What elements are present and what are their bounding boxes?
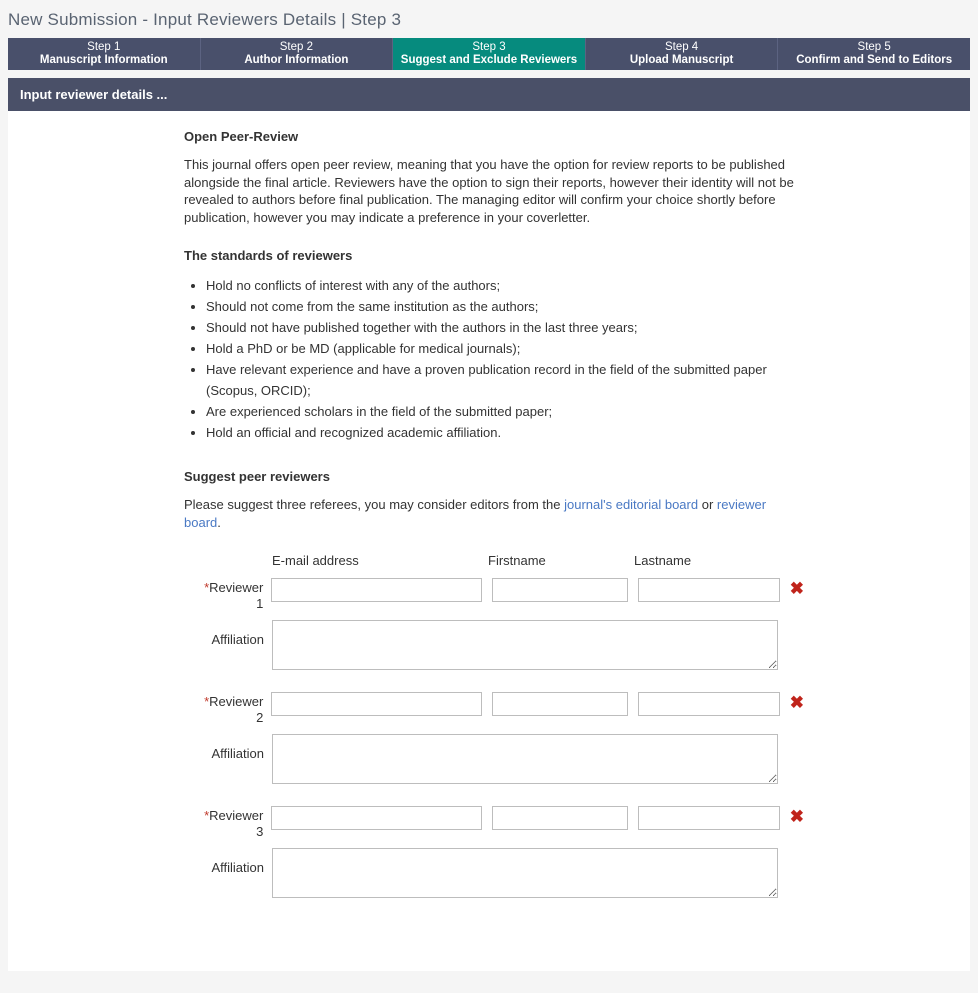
reviewer-3-label	[184, 806, 271, 840]
reviewer-1-label	[184, 578, 271, 612]
reviewer-2-affiliation-label: Affiliation	[211, 746, 264, 761]
list-item: • Hold no conflicts of interest with any of the authors;	[206, 275, 804, 296]
step-number: Step 3	[472, 41, 506, 53]
reviewer-3-affiliation-input[interactable]	[272, 848, 778, 898]
list-item: • Have relevant experience and have a proven publication record in the field of the submitted paper (Scopus, ORCID);	[206, 359, 804, 401]
section-header-bar: Input reviewer details ...	[8, 78, 970, 111]
remove-reviewer-2-icon[interactable]: ✖	[789, 693, 804, 712]
suggest-reviewers-intro	[184, 496, 784, 531]
reviewer-number: 2	[256, 710, 264, 725]
reviewer-1-firstname-input[interactable]	[492, 578, 628, 602]
reviewer-label-text: Reviewer	[209, 694, 264, 709]
content-column	[184, 129, 804, 898]
stepper-step-5[interactable]	[778, 38, 970, 70]
required-marker: *	[204, 580, 210, 595]
reviewer-label-text: Reviewer	[209, 808, 264, 823]
reviewer-3-firstname-input[interactable]	[492, 806, 628, 830]
column-header-email: E-mail address	[272, 553, 359, 568]
standards-heading: The standards of reviewers	[184, 248, 353, 263]
editorial-board-link[interactable]: journal's editorial board	[564, 497, 699, 512]
column-header-firstname: Firstname	[488, 553, 546, 568]
reviewer-board-link[interactable]: reviewer board	[184, 497, 767, 530]
intro-text-after: .	[217, 514, 221, 530]
list-item: • Should not come from the same institution as the authors;	[206, 296, 804, 317]
reviewer-number: 1	[256, 596, 264, 611]
reviewer-2-label	[184, 692, 271, 726]
content-panel	[8, 111, 970, 971]
list-item: • Hold a PhD or be MD (applicable for medical journals);	[206, 338, 804, 359]
step-number: Step 2	[279, 41, 314, 53]
step-number: Step 4	[664, 41, 699, 53]
reviewer-row-2	[184, 692, 804, 726]
reviewer-label-text: Reviewer	[209, 580, 264, 595]
reviewer-1-affiliation-label: Affiliation	[211, 632, 264, 647]
standards-list	[184, 275, 804, 443]
reviewer-2-affiliation-row	[184, 734, 804, 784]
reviewer-1-affiliation-input[interactable]	[272, 620, 778, 670]
stepper-step-3[interactable]	[393, 38, 586, 70]
step-number: Step 1	[87, 41, 121, 53]
page-title: New Submission - Input Reviewers Details | Step 3	[8, 10, 402, 29]
reviewer-3-lastname-input[interactable]	[638, 806, 780, 830]
suggest-reviewers-heading: Suggest peer reviewers	[184, 469, 330, 484]
stepper-step-4[interactable]	[586, 38, 779, 70]
reviewer-row-1	[184, 578, 804, 612]
reviewer-2-email-input[interactable]	[271, 692, 481, 716]
submission-stepper	[8, 38, 970, 70]
intro-text-before: Please suggest three referees, you may consider editors from the	[184, 497, 565, 512]
reviewer-3-affiliation-row	[184, 848, 804, 898]
remove-reviewer-3-icon[interactable]: ✖	[789, 807, 804, 826]
reviewer-2-affiliation-input[interactable]	[272, 734, 778, 784]
reviewer-3-affiliation-label: Affiliation	[211, 860, 264, 875]
stepper-step-2[interactable]	[201, 38, 394, 70]
step-label: Manuscript Information	[39, 54, 168, 66]
list-item: • Hold an official and recognized academic affiliation.	[206, 422, 804, 443]
reviewer-column-headers	[272, 553, 804, 568]
reviewer-3-email-input[interactable]	[271, 806, 481, 830]
reviewer-2-firstname-input[interactable]	[492, 692, 628, 716]
step-number: Step 5	[857, 41, 891, 53]
stepper-step-1[interactable]	[8, 38, 201, 70]
intro-text-middle: or	[698, 497, 717, 512]
step-label: Confirm and Send to Editors	[796, 54, 953, 66]
reviewer-1-affiliation-row	[184, 620, 804, 670]
reviewer-number: 3	[256, 824, 264, 839]
list-item: • Are experienced scholars in the field of the submitted paper;	[206, 401, 804, 422]
reviewer-row-3	[184, 806, 804, 840]
required-marker: *	[204, 694, 210, 709]
step-label: Author Information	[244, 54, 349, 66]
step-label: Upload Manuscript	[629, 54, 734, 66]
open-peer-review-paragraph: This journal offers open peer review, meaning that you have the option for review reports to be published alongside the final article. Reviewers have the option to sign their reports, however their identity will not be revealed to authors before final publication. The managing editor will confirm your choice shortly before publication, however you may indicate a preference in your coverletter.	[184, 157, 794, 225]
reviewer-1-lastname-input[interactable]	[638, 578, 780, 602]
list-item: • Should not have published together with the authors in the last three years;	[206, 317, 804, 338]
column-header-lastname: Lastname	[634, 553, 692, 568]
remove-reviewer-1-icon[interactable]: ✖	[789, 579, 804, 598]
reviewers-form	[184, 553, 804, 898]
step-label: Suggest and Exclude Reviewers	[400, 54, 578, 66]
open-peer-review-heading: Open Peer-Review	[184, 129, 299, 144]
reviewer-1-email-input[interactable]	[271, 578, 481, 602]
reviewer-2-lastname-input[interactable]	[638, 692, 780, 716]
required-marker: *	[204, 808, 210, 823]
